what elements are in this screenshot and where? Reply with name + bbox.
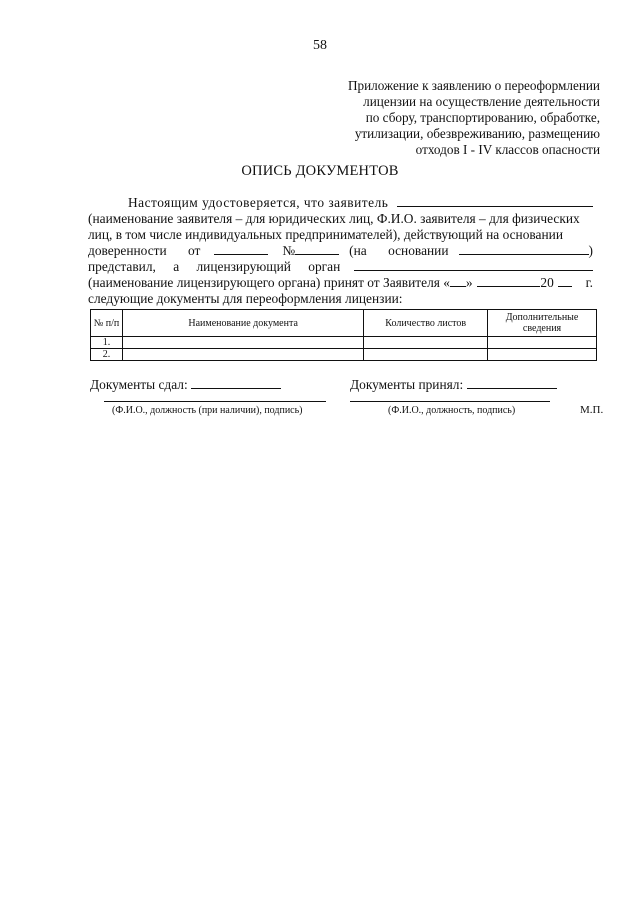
row-number: 2. bbox=[91, 349, 123, 361]
closing-paren: ) bbox=[588, 243, 593, 258]
basis-field[interactable] bbox=[459, 243, 589, 255]
attorney-number-field[interactable] bbox=[295, 243, 339, 255]
appendix-line: по сбору, транспортированию, обработке, bbox=[365, 110, 600, 125]
additional-info-cell[interactable] bbox=[488, 349, 597, 361]
handed-over-block bbox=[90, 376, 281, 393]
sheet-count-cell[interactable] bbox=[364, 349, 488, 361]
year-field[interactable] bbox=[558, 275, 572, 287]
body-line-1 bbox=[88, 195, 593, 211]
body-line-2 bbox=[88, 211, 593, 227]
col-header-number: № п/п bbox=[91, 310, 123, 337]
number-sign: № bbox=[282, 243, 296, 258]
body-line-4 bbox=[88, 243, 593, 259]
certify-text: Настоящим удостоверяется, что заявитель bbox=[128, 195, 389, 210]
body-line-7 bbox=[88, 291, 593, 307]
received-block bbox=[350, 376, 557, 393]
day-field[interactable] bbox=[450, 275, 466, 287]
handed-over-field[interactable] bbox=[191, 376, 281, 389]
documents-table bbox=[90, 309, 597, 361]
submitted-text: представил, а лицензирующий орган bbox=[88, 259, 341, 274]
applicant-hint-text-cont: лиц, в том числе индивидуальных предпринимателей), действующий на основании bbox=[88, 227, 563, 242]
documents-intro-text: следующие документы для переоформления лицензии: bbox=[88, 291, 403, 306]
additional-info-cell[interactable] bbox=[488, 337, 597, 349]
applicant-name-field[interactable] bbox=[397, 195, 593, 207]
received-signature-line[interactable] bbox=[350, 401, 550, 402]
table-row bbox=[91, 337, 597, 349]
stamp-place: М.П. bbox=[580, 404, 604, 416]
document-title: ОПИСЬ ДОКУМЕНТОВ bbox=[241, 163, 399, 179]
licensing-authority-field[interactable] bbox=[354, 259, 593, 271]
appendix-line: утилизации, обезвреживанию, размещению bbox=[354, 126, 600, 141]
table-header-row bbox=[91, 310, 597, 337]
appendix-line: лицензии на осуществление деятельности bbox=[363, 94, 600, 109]
applicant-hint-text: (наименование заявителя – для юридических лиц, Ф.И.О. заявителя – для физических bbox=[88, 211, 580, 226]
page-number: 58 bbox=[313, 38, 327, 53]
month-field[interactable] bbox=[477, 275, 541, 287]
received-field[interactable] bbox=[467, 376, 557, 389]
handed-signature-line[interactable] bbox=[104, 401, 326, 402]
received-label: Документы принял: bbox=[350, 377, 464, 392]
authority-hint-text: (наименование лицензирующего органа) принят от Заявителя « bbox=[88, 275, 450, 290]
col-header-document-name: Наименование документа bbox=[122, 310, 363, 337]
body-line-6 bbox=[88, 275, 593, 291]
year-suffix: г. bbox=[585, 275, 593, 290]
appendix-line: отходов I - IV классов опасности bbox=[415, 142, 600, 157]
basis-label: (на основании bbox=[349, 243, 449, 258]
document-name-cell[interactable] bbox=[122, 349, 363, 361]
body-line-3 bbox=[88, 227, 593, 243]
attorney-date-field[interactable] bbox=[214, 243, 268, 255]
appendix-line: Приложение к заявлению о переоформлении bbox=[348, 78, 600, 93]
handed-caption: (Ф.И.О., должность (при наличии), подпись) bbox=[112, 405, 303, 416]
row-number: 1. bbox=[91, 337, 123, 349]
col-header-additional-info: Дополнительные сведения bbox=[488, 310, 597, 337]
handed-over-label: Документы сдал: bbox=[90, 377, 188, 392]
received-caption: (Ф.И.О., должность, подпись) bbox=[388, 405, 516, 416]
table-row bbox=[91, 349, 597, 361]
document-name-cell[interactable] bbox=[122, 337, 363, 349]
appendix-note bbox=[318, 78, 600, 158]
col-header-sheet-count: Количество листов bbox=[364, 310, 488, 337]
sheet-count-cell[interactable] bbox=[364, 337, 488, 349]
power-of-attorney-label: доверенности от bbox=[88, 243, 201, 258]
year-prefix: 20 bbox=[540, 275, 554, 290]
quote-close: » bbox=[465, 275, 473, 290]
body-line-5 bbox=[88, 259, 593, 275]
